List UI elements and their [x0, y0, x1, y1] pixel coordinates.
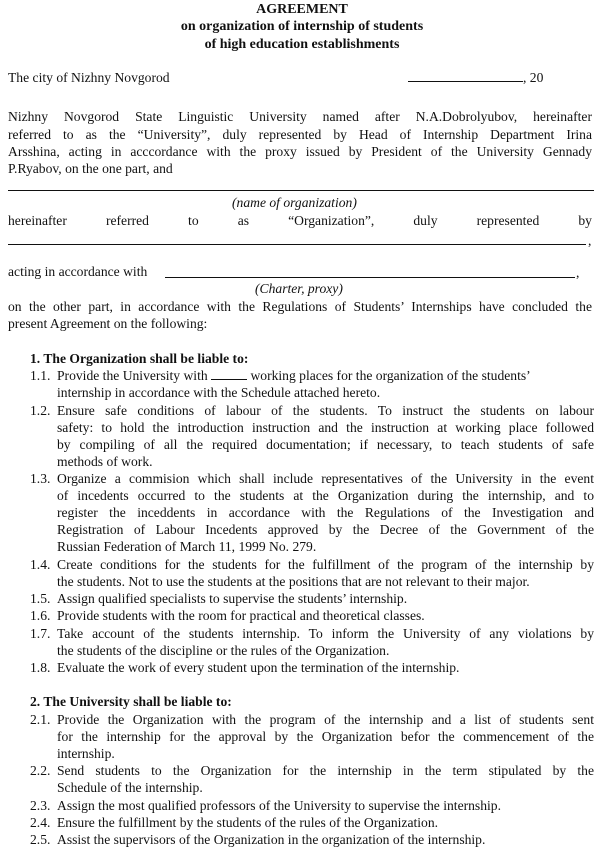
charter-caption: (Charter, proxy): [255, 281, 343, 296]
item-1-8-line-1: Evaluate the work of every student upon the termination of the internship.: [57, 660, 460, 675]
item-1-5-line-1: Assign qualified specialists to supervise the students’ internship.: [57, 591, 408, 606]
city-label: The city of Nizhny Novgorod: [8, 70, 170, 85]
organization-name-caption: (name of organization): [232, 195, 357, 210]
item-1-3-line-5: Russian Federation of March 11, 1999 No. 279.: [57, 539, 317, 554]
intro-line-4: P.Ryabov, on the one part, and: [8, 161, 173, 176]
item-1-3-line-1: Organize a commision which shall include representatives of the University in the event: [57, 471, 594, 486]
year-label: , 20: [523, 70, 544, 85]
item-1-3-line-4: Registration of Labour Incedents approved by the Decree of the Government of the: [57, 522, 594, 537]
quantity-blank: [211, 367, 247, 380]
section-1-heading: 1. The Organization shall be liable to:: [30, 351, 249, 366]
item-1-2-line-3: by compiling of all the required documentation; if necessary, to teach students of safe: [57, 437, 594, 452]
word: hereinafter: [8, 213, 67, 228]
intro-line-2: referred to as the “University”, duly represented by Head of Internship Department Irina: [8, 127, 592, 142]
item-2-5-line-1: Assist the supervisors of the Organization in the organization of the internship.: [57, 832, 486, 847]
word: represented: [476, 213, 540, 228]
item-number: 2.1.: [30, 712, 51, 727]
item-2-3-line-1: Assign the most qualified professors of the University to supervise the internship.: [57, 798, 501, 813]
item-1-4-line-2: the students. Not to use the students at the positions that are not relevant to their major.: [57, 574, 530, 589]
item-text: working places for the organization of the students’: [250, 368, 531, 383]
hereinafter-line: [8, 212, 592, 229]
item-1-4-line-1: Create conditions for the students for the fulfillment of the program of the internship by: [57, 557, 594, 572]
section-2-heading: 2. The University shall be liable to:: [30, 694, 232, 709]
item-number: 1.4.: [30, 557, 51, 572]
item-number: 1.3.: [30, 471, 51, 486]
item-2-4-line-1: Ensure the fulfillment by the students of the rules of the Organization.: [57, 815, 439, 830]
word: referred: [105, 213, 149, 228]
document-title: AGREEMENT: [256, 2, 348, 17]
item-1-3-line-2: of incedents occurred to the students at the Organization during the internship, and to: [57, 488, 594, 503]
word: “Organization”,: [288, 213, 375, 228]
date-field: [408, 69, 543, 86]
other-part-line-1: on the other part, in accordance with the Regulations of Students’ Internships have concluded the: [8, 299, 592, 314]
date-blank: [408, 69, 523, 82]
item-1-3-line-3: register the inceddents in accordance with the Regulations of the Investigation and: [57, 505, 594, 520]
item-number: 1.2.: [30, 403, 51, 418]
item-number: 1.8.: [30, 660, 51, 675]
document-subtitle-1: on organization of internship of students: [180, 19, 424, 34]
acting-label: acting in accordance with: [8, 264, 148, 279]
item-1-7-line-2: the students of the discipline or the rules of the Organization.: [57, 643, 390, 658]
item-1-2-line-4: methods of work.: [57, 454, 153, 469]
item-number: 1.5.: [30, 591, 51, 606]
word: as: [237, 213, 250, 228]
item-number: 1.7.: [30, 626, 51, 641]
item-2-2-line-2: Schedule of the internship.: [57, 780, 203, 795]
item-1-1-line-1: [57, 367, 531, 384]
item-1-2-line-2: safety: to hold the introduction instruction and the instruction at working place followed: [57, 420, 594, 435]
item-number: 2.5.: [30, 832, 51, 847]
charter-rule: [165, 277, 575, 278]
item-2-1-line-3: internship.: [57, 746, 115, 761]
item-number: 1.1.: [30, 368, 51, 383]
item-number: 2.2.: [30, 763, 51, 778]
item-1-7-line-1: Take account of the students internship. To inform the University of any violations by: [57, 626, 594, 641]
charter-comma: ,: [576, 265, 580, 280]
item-2-1-line-2: for the internship for the approval by the Organization befor the commencement of the: [57, 729, 594, 744]
item-1-1-line-2: internship in accordance with the Schedule attached hereto.: [57, 385, 381, 400]
item-1-6-line-1: Provide students with the room for practical and theoretical classes.: [57, 608, 425, 623]
representative-comma: ,: [588, 233, 592, 248]
intro-line-1: Nizhny Novgorod State Linguistic University named after N.A.Dobrolyubov, hereinafter: [8, 109, 592, 124]
item-2-1-line-1: Provide the Organization with the program of the internship and a list of students sent: [57, 712, 594, 727]
item-1-2-line-1: Ensure safe conditions of labour of the students. To instruct the students on labour: [57, 403, 594, 418]
representative-rule: [8, 244, 586, 245]
document-subtitle-2: of high education establishments: [204, 37, 400, 52]
word: by: [578, 213, 592, 228]
item-number: 2.4.: [30, 815, 51, 830]
item-2-2-line-1: Send students to the Organization for the internship in the term stipulated by the: [57, 763, 594, 778]
word: to: [188, 213, 199, 228]
item-number: 2.3.: [30, 798, 51, 813]
item-text: Provide the University with: [57, 368, 208, 383]
intro-line-3: Arsshina, acting in acccordance with the proxy issued by President of the University Gennady: [8, 144, 592, 159]
word: duly: [413, 213, 438, 228]
other-part-line-2: present Agreement on the following:: [8, 316, 208, 331]
organization-name-rule: [8, 190, 594, 191]
item-number: 1.6.: [30, 608, 51, 623]
